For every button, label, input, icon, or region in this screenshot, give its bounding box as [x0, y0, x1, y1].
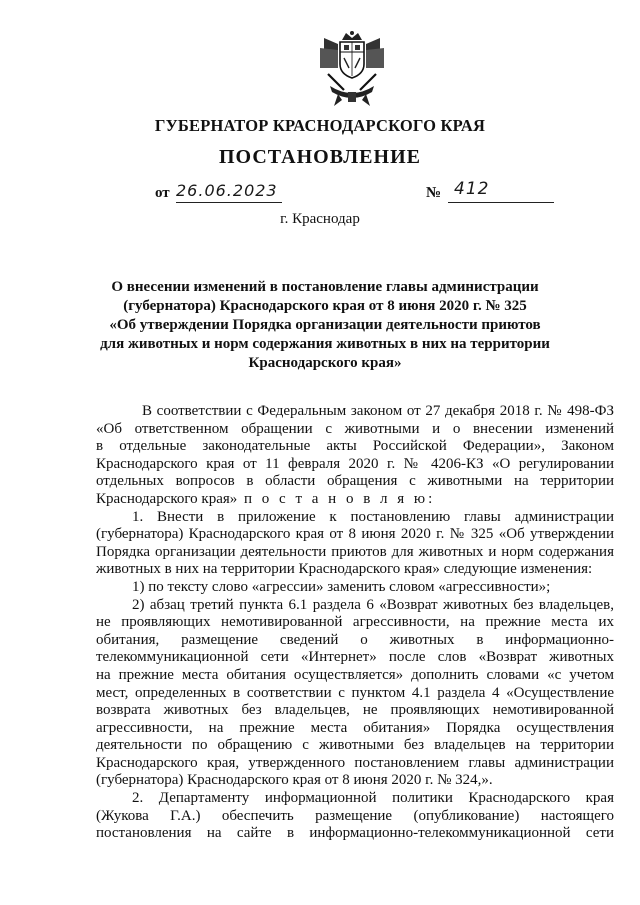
body-line: (губернатора) Краснодарского края от 8 июня 2020 г. № 324,». — [96, 772, 493, 789]
body-line: мест, определенных в соответствии с пунктом 4.1 раздела 4 «Осуществление — [96, 684, 614, 701]
body-line: 2. Департаменту информационной политики Краснодарского края — [132, 790, 614, 807]
document-body — [96, 403, 614, 843]
body-line: В соответствии с Федеральным законом от 27 декабря 2018 г. № 498-ФЗ — [142, 403, 614, 419]
issuing-authority: ГУБЕРНАТОР КРАСНОДАРСКОГО КРАЯ — [154, 116, 486, 135]
date-number-row — [0, 181, 640, 211]
body-line: животных в них на территории Краснодарского края» следующие изменения: — [96, 561, 593, 578]
resolve-word: п о с т а н о в л я ю: — [237, 490, 436, 507]
body-line: Краснодарского края, утвержденного постановлением главы администрации — [96, 754, 614, 771]
body-line: 1. Внести в приложение к постановлению главы администрации — [132, 508, 614, 525]
body-line: 1) по тексту слово «агрессии» заменить словом «агрессивности»; — [132, 578, 551, 595]
body-line: телекоммуникационной сети «Интернет» после слов «Возврат животных — [96, 649, 614, 666]
title-line: для животных и норм содержания животных в них на территории — [100, 336, 550, 352]
date-underline — [176, 202, 282, 203]
date-label: от — [155, 185, 170, 201]
body-line-text: Краснодарского края» — [96, 490, 238, 507]
title-line: О внесении изменений в постановление главы администрации — [111, 279, 539, 295]
body-line: «Об ответственном обращении с животными и о внесении изменений — [96, 420, 614, 437]
body-line: деятельности по обращению с животными без владельцев на территории — [96, 737, 614, 754]
body-line: не проявляющих немотивированной агрессивности, на прежние места их — [96, 614, 614, 631]
city: г. Краснодар — [280, 211, 360, 227]
title-line: «Об утверждении Порядка организации деятельности приютов — [109, 317, 541, 333]
body-line: обитания, размещение сведений о животных в информационно- — [96, 631, 614, 648]
body-line: Порядка организации деятельности приютов для животных и норм содержания — [96, 543, 614, 560]
body-line: возврата животных без владельцев, не проявляющих немотивированной — [96, 702, 614, 719]
body-line: отдельных вопросов в области обращения с животными на территории — [96, 473, 614, 490]
coat-of-arms-emblem — [318, 30, 386, 108]
body-line: (Жукова Г.А.) обеспечить размещение (опубликование) настоящего — [96, 807, 614, 824]
document-title — [90, 278, 560, 373]
body-line: на прежние места обитания осуществляется» дополнить словами «с учетом — [96, 666, 614, 683]
document-type: ПОСТАНОВЛЕНИЕ — [219, 146, 421, 168]
body-line: агрессивности, на прежние места обитания» Порядка осуществления — [96, 719, 614, 736]
number-underline — [448, 202, 554, 203]
handwritten-date: 26.06.2023 — [176, 181, 278, 200]
handwritten-number: 412 — [454, 179, 490, 199]
body-line: 2) абзац третий пункта 6.1 раздела 6 «Возврат животных без владельцев, — [132, 596, 614, 613]
body-line: постановления на сайте в информационно-телекоммуникационной сети — [96, 825, 614, 842]
body-line: в отдельные законодательные акты Российской Федерации», Законом — [96, 438, 614, 455]
body-line-resolve — [96, 491, 614, 509]
title-line: (губернатора) Краснодарского края от 8 июня 2020 г. № 325 — [123, 298, 527, 314]
title-line: Краснодарского края» — [248, 355, 402, 371]
body-line: (губернатора) Краснодарского края от 8 июня 2020 г. № 325 «Об утверждении — [96, 526, 614, 543]
body-line: Краснодарского края от 11 февраля 2020 г. № 4206-КЗ «О регулировании — [96, 455, 614, 472]
number-label: № — [426, 185, 442, 201]
